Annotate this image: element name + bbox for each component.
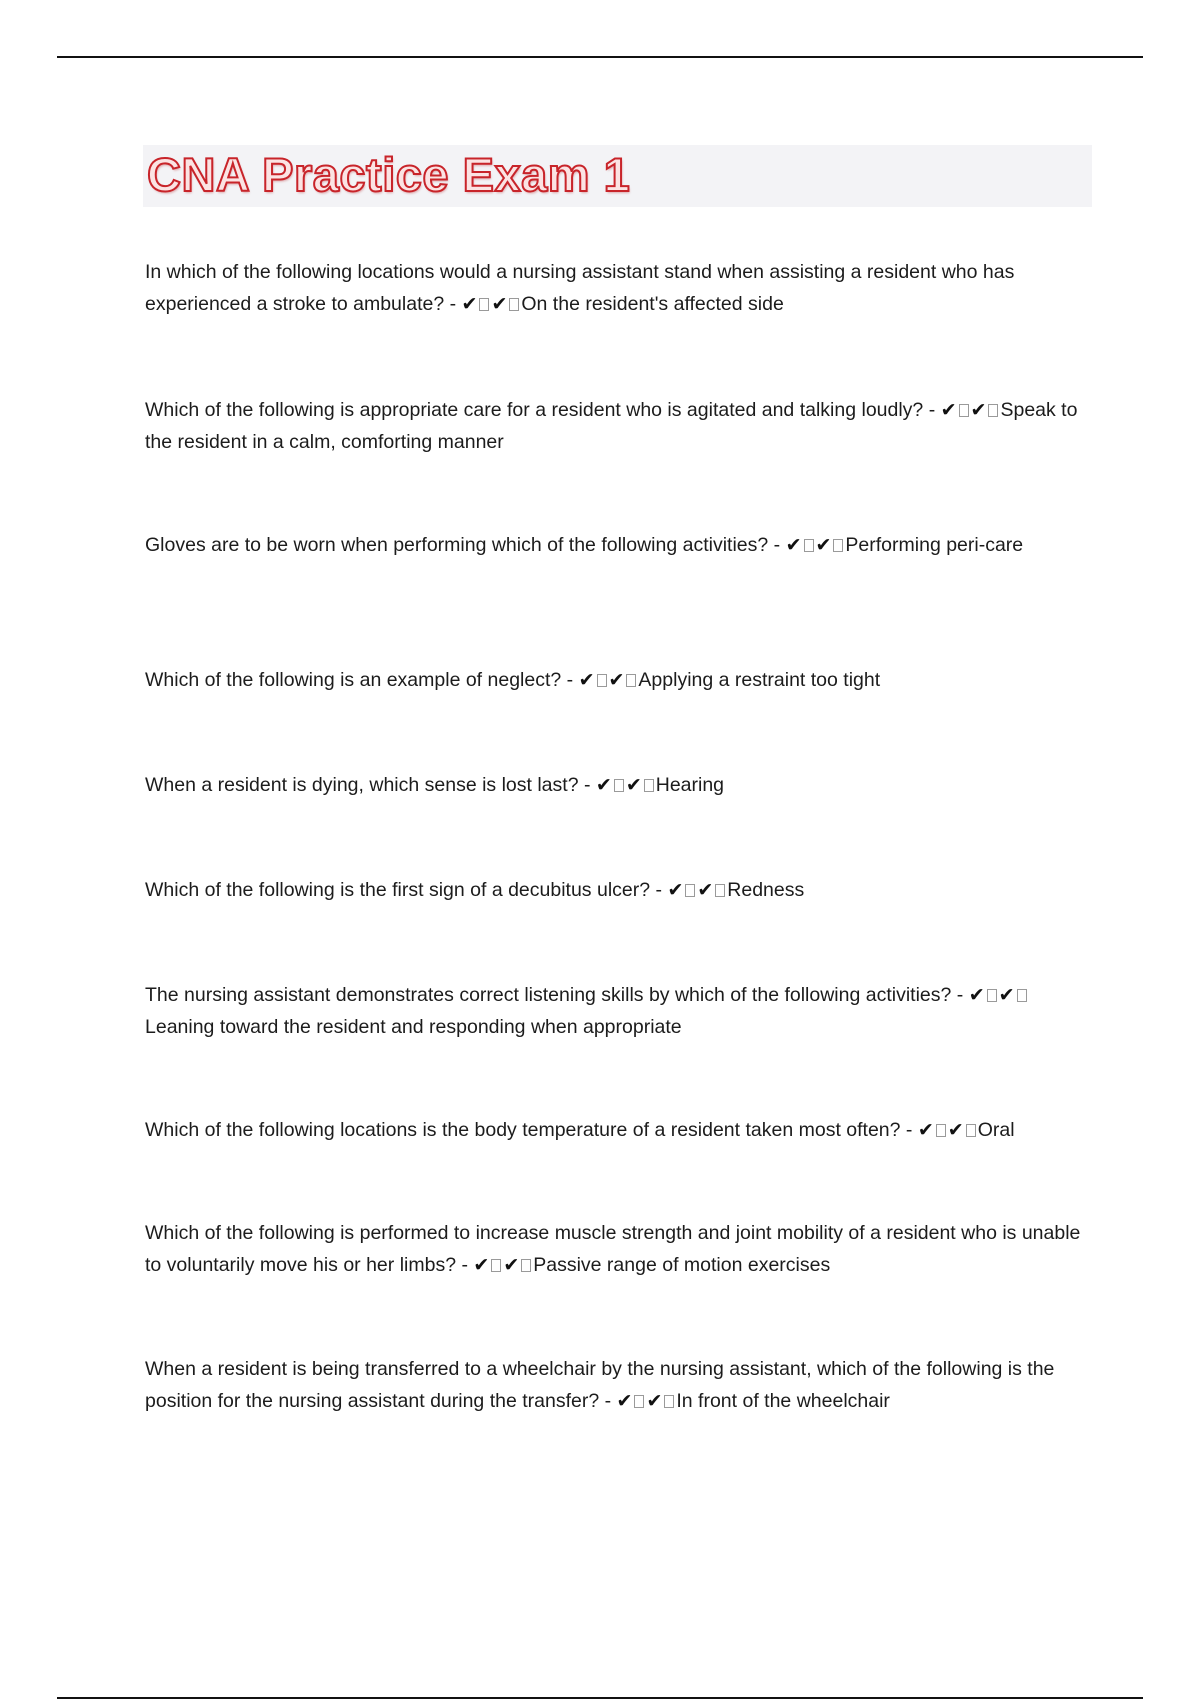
check-icon: ✔ bbox=[815, 534, 832, 556]
check-icon: ✔ bbox=[970, 399, 987, 421]
answer-text: Hearing bbox=[655, 774, 725, 796]
box-icon bbox=[959, 404, 969, 417]
box-icon bbox=[614, 779, 624, 792]
answer-text: Leaning toward the resident and responding when appropriate bbox=[145, 1016, 682, 1038]
top-divider bbox=[57, 56, 1143, 58]
qa-item-4: Which of the following is an example of neglect? - ✔ ✔ Applying a restraint too tight bbox=[145, 669, 881, 691]
check-icon: ✔ bbox=[785, 534, 802, 556]
check-icon: ✔ bbox=[917, 1119, 934, 1141]
box-icon bbox=[936, 1124, 946, 1137]
qa-item-3: Gloves are to be worn when performing which of the following activities? - ✔ ✔ Performing peri-care bbox=[145, 534, 1024, 556]
qa-item-1: In which of the following locations would a nursing assistant stand when assisting a resident who has experienced a stroke to ambulate? - ✔ ✔ On the resident's affected side bbox=[145, 261, 1015, 315]
box-icon bbox=[509, 298, 519, 311]
check-icon: ✔ bbox=[940, 399, 957, 421]
answer-text: Speak to the resident in a calm, comforting manner bbox=[145, 399, 1078, 453]
question-text: The nursing assistant demonstrates correct listening skills by which of the following activities? bbox=[145, 984, 952, 1006]
check-icon: ✔ bbox=[947, 1119, 964, 1141]
check-icon: ✔ bbox=[608, 669, 625, 691]
check-icon: ✔ bbox=[616, 1390, 633, 1412]
qa-item-8: Which of the following locations is the body temperature of a resident taken most often? - ✔ ✔ Oral bbox=[145, 1119, 1015, 1141]
box-icon bbox=[634, 1395, 644, 1408]
box-icon bbox=[626, 674, 636, 687]
box-icon bbox=[644, 779, 654, 792]
check-icon: ✔ bbox=[578, 669, 595, 691]
box-icon bbox=[597, 674, 607, 687]
box-icon bbox=[715, 884, 725, 897]
question-text: In which of the following locations would a nursing assistant stand when assisting a resident who has experienced a stroke to ambulate? bbox=[145, 261, 1015, 315]
page-title: CNA Practice Exam 1 bbox=[147, 148, 631, 201]
check-icon: ✔ bbox=[491, 293, 508, 315]
question-text: When a resident is being transferred to a wheelchair by the nursing assistant, which of the following is the position for the nursing assistant during the transfer? bbox=[145, 1358, 1055, 1412]
box-icon bbox=[988, 404, 998, 417]
qa-item-2: Which of the following is appropriate care for a resident who is agitated and talking loudly? - ✔ ✔ Speak to the resident in a calm, comforting manner bbox=[145, 399, 1078, 453]
check-icon: ✔ bbox=[697, 879, 714, 901]
bottom-divider bbox=[57, 1697, 1143, 1699]
answer-text: Passive range of motion exercises bbox=[533, 1254, 831, 1276]
question-text: When a resident is dying, which sense is lost last? bbox=[145, 774, 579, 796]
question-text: Which of the following is performed to increase muscle strength and joint mobility of a resident who is unable to voluntarily move his or her limbs? bbox=[145, 1222, 1081, 1276]
box-icon bbox=[479, 298, 489, 311]
question-text: Which of the following is appropriate care for a resident who is agitated and talking loudly? bbox=[145, 399, 924, 421]
box-icon bbox=[521, 1259, 531, 1272]
box-icon bbox=[804, 539, 814, 552]
title-banner bbox=[143, 145, 1092, 207]
check-icon: ✔ bbox=[646, 1390, 663, 1412]
box-icon bbox=[987, 989, 997, 1002]
answer-text: Applying a restraint too tight bbox=[638, 669, 881, 691]
box-icon bbox=[491, 1259, 501, 1272]
question-text: Gloves are to be worn when performing which of the following activities? bbox=[145, 534, 769, 556]
check-icon: ✔ bbox=[595, 774, 612, 796]
qa-item-6: Which of the following is the first sign of a decubitus ulcer? - ✔ ✔ Redness bbox=[145, 879, 805, 901]
answer-text: Redness bbox=[727, 879, 805, 901]
answer-text: Oral bbox=[977, 1119, 1015, 1141]
check-icon: ✔ bbox=[625, 774, 642, 796]
answer-text: In front of the wheelchair bbox=[676, 1390, 890, 1412]
check-icon: ✔ bbox=[968, 984, 985, 1006]
qa-item-10: When a resident is being transferred to a wheelchair by the nursing assistant, which of the following is the position for the nursing assistant during the transfer? - ✔ ✔ In front of the wheelchair bbox=[145, 1358, 1055, 1412]
qa-item-5: When a resident is dying, which sense is lost last? - ✔ ✔ Hearing bbox=[145, 774, 725, 796]
qa-item-9: Which of the following is performed to increase muscle strength and joint mobility of a resident who is unable to voluntarily move his or her limbs? - ✔ ✔ Passive range of motion exercises bbox=[145, 1222, 1081, 1276]
check-icon: ✔ bbox=[461, 293, 478, 315]
check-icon: ✔ bbox=[473, 1254, 490, 1276]
question-text: Which of the following is the first sign of a decubitus ulcer? bbox=[145, 879, 651, 901]
question-text: Which of the following locations is the body temperature of a resident taken most often? bbox=[145, 1119, 901, 1141]
check-icon: ✔ bbox=[503, 1254, 520, 1276]
answer-text: On the resident's affected side bbox=[521, 293, 784, 315]
box-icon bbox=[966, 1124, 976, 1137]
question-text: Which of the following is an example of neglect? bbox=[145, 669, 562, 691]
box-icon bbox=[664, 1395, 674, 1408]
answer-text: Performing peri-care bbox=[845, 534, 1024, 556]
check-icon: ✔ bbox=[667, 879, 684, 901]
qa-item-7: The nursing assistant demonstrates correct listening skills by which of the following activities? - ✔ ✔Leaning toward the resident and responding when appropriate bbox=[145, 979, 1095, 1043]
box-icon bbox=[685, 884, 695, 897]
box-icon bbox=[1017, 989, 1027, 1002]
box-icon bbox=[833, 539, 843, 552]
check-icon: ✔ bbox=[998, 984, 1015, 1006]
